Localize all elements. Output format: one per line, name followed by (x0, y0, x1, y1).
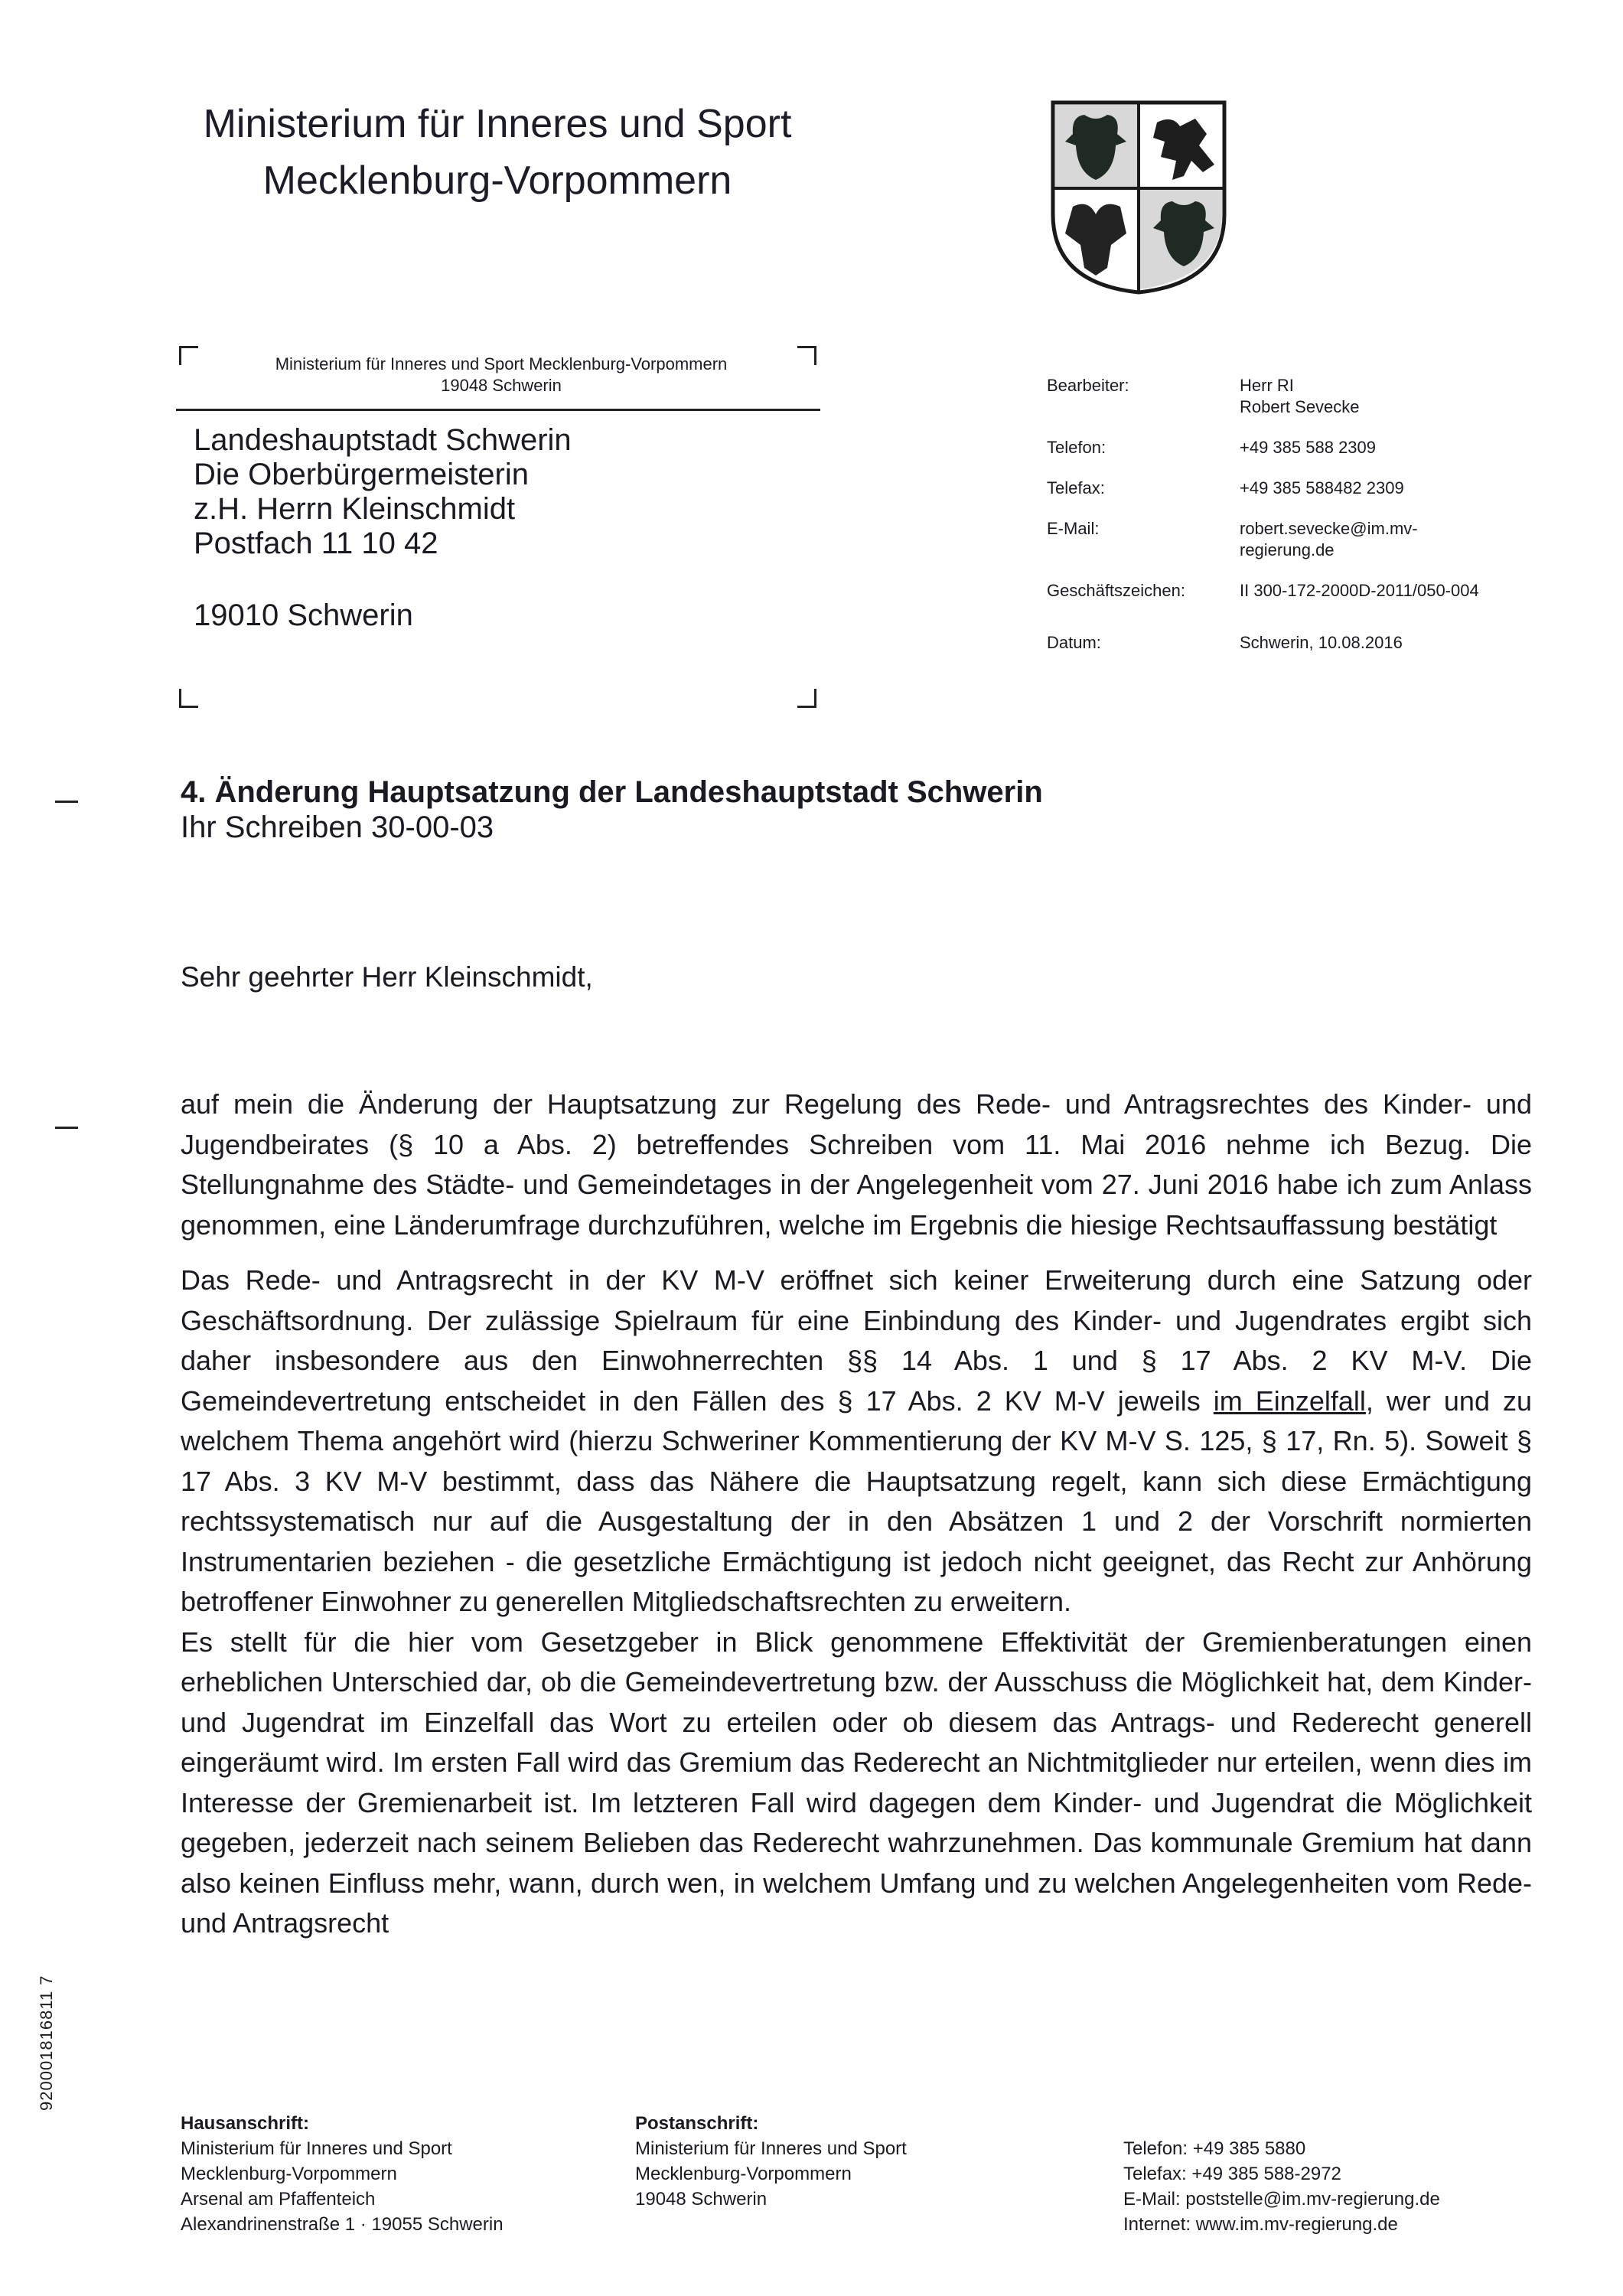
body-paragraph-2-text: Das Rede- und Antragsrecht in der KV M-V eröffnet sich keiner Erweiterung durch eine Satzung oder Geschäftsordnung. Der zulässige Spielraum für eine Einbindung des Kinder- und Jugendrates ergibt sich daher insbesondere aus den Einwohnerrechten §§ 14 Abs. 1 und § 17 Abs. 2 KV M-V. Die Gemeindevertretung entscheidet in den Fällen des § 17 Abs. 2 KV M-V jeweils (181, 1264, 1532, 1417)
email-value-line1[interactable]: robert.sevecke@im.mv- (1240, 519, 1418, 538)
ministry-title-line2: Mecklenburg-Vorpommern (262, 158, 732, 203)
info-row-datum (1047, 632, 1561, 654)
geschaeftszeichen-label: Geschäftszeichen: (1047, 581, 1185, 600)
sender-line2: 19048 Schwerin (441, 376, 562, 395)
sender-line1: Ministerium für Inneres und Sport Mecklenburg-Vorpommern (275, 354, 728, 373)
fold-mark (55, 801, 78, 803)
hausanschrift-heading: Hausanschrift: (181, 2113, 310, 2134)
recipient-line: Postfach 11 10 42 (194, 527, 438, 560)
bearbeiter-label: Bearbeiter: (1047, 376, 1129, 395)
salutation: Sehr geehrter Herr Kleinschmidt, (181, 961, 593, 993)
document-id-vertical (32, 1913, 63, 2112)
datum-label: Datum: (1047, 633, 1101, 652)
sender-return-address (184, 354, 819, 396)
info-row-email (1047, 518, 1561, 561)
datum-value: Schwerin, 10.08.2016 (1240, 633, 1403, 652)
ministry-title (176, 96, 819, 209)
footer-telefon: Telefon: +49 385 5880 (1123, 2138, 1306, 2159)
info-row-geschaeftszeichen (1047, 580, 1561, 602)
email-label: E-Mail: (1047, 519, 1100, 538)
postanschrift-heading: Postanschrift: (635, 2113, 759, 2134)
recipient-city: 19010 Schwerin (194, 598, 413, 632)
postanschrift-line: Mecklenburg-Vorpommern (635, 2164, 852, 2184)
sender-divider (176, 409, 820, 411)
recipient-line: z.H. Herrn Kleinschmidt (194, 492, 516, 526)
email-value-line2[interactable]: regierung.de (1240, 540, 1335, 559)
footer-telefax: Telefax: +49 385 588-2972 (1123, 2164, 1341, 2184)
footer-postanschrift (635, 2111, 907, 2212)
underlined-phrase: im Einzelfall (1213, 1384, 1366, 1417)
ministry-title-line1: Ministerium für Inneres und Sport (203, 102, 792, 146)
recipient-line: Landeshauptstadt Schwerin (194, 423, 572, 457)
info-block (1047, 375, 1561, 673)
subject-title: 4. Änderung Hauptsatzung der Landeshauptstadt Schwerin (181, 775, 1043, 809)
info-row-bearbeiter (1047, 375, 1561, 418)
hausanschrift-line: Alexandrinenstraße 1 · 19055 Schwerin (181, 2214, 504, 2235)
hausanschrift-line: Ministerium für Inneres und Sport (181, 2138, 452, 2159)
document-id-text: 920001816811 7 (37, 1975, 56, 2111)
postanschrift-line: 19048 Schwerin (635, 2189, 768, 2210)
telefax-label: Telefax: (1047, 478, 1105, 497)
subject-block (181, 775, 1043, 845)
footer-hausanschrift (181, 2111, 504, 2237)
hausanschrift-line: Mecklenburg-Vorpommern (181, 2164, 397, 2184)
body-paragraph-2 (181, 1261, 1532, 1623)
recipient-line: Die Oberbürgermeisterin (194, 458, 529, 491)
footer-contact (1123, 2136, 1440, 2237)
address-window-corner-bottom-left (179, 689, 198, 708)
recipient-address (194, 423, 572, 633)
bearbeiter-value: Herr RI (1240, 376, 1294, 395)
telefon-value: +49 385 588 2309 (1240, 438, 1377, 457)
telefax-value: +49 385 588482 2309 (1240, 478, 1404, 497)
body-paragraph-1: auf mein die Änderung der Hauptsatzung zur Regelung des Rede- und Antragsrechtes des Kinder- und Jugendbeirates (§ 10 a Abs. 2) betreffendes Schreiben vom 11. Mai 2016 nehme ich Bezug. Die Stellungnahme des Städte- und Gemeindetages in der Angelegenheit vom 27. Juni 2016 habe ich zum Anlass genommen, eine Länderumfrage durchzuführen, welche im Ergebnis die hiesige Rechtsauffassung bestätigt (181, 1088, 1532, 1241)
punch-mark (55, 1127, 78, 1129)
postanschrift-line: Ministerium für Inneres und Sport (635, 2138, 907, 2159)
coat-of-arms-icon (1050, 99, 1227, 295)
subject-reference: Ihr Schreiben 30-00-03 (181, 810, 494, 844)
geschaeftszeichen-value: II 300-172-2000D-2011/050-004 (1240, 581, 1479, 600)
hausanschrift-line: Arsenal am Pfaffenteich (181, 2189, 376, 2210)
body-paragraph-2-text-cont: , wer und zu welchem Thema angehört wird (hierzu Schweriner Kommentierung der KV M-V S. 125, § 17, Rn. 5). Soweit § 17 Abs. 3 KV M-V bestimmt, dass das Nähere die Hauptsatzung regelt, kann sich diese Ermächtigung rechtssystematisch nur auf die Ausgestaltung der in den Absätzen 1 und 2 der Vorschrift normierten Instrumentarien beziehen - die gesetzliche Ermächtigung ist jedoch nicht geeignet, das Recht zur Anhörung betroffener Einwohner zu generellen Mitgliedschaftsrechten zu erweitern. (181, 1384, 1532, 1617)
footer-internet[interactable]: Internet: www.im.mv-regierung.de (1123, 2214, 1398, 2235)
info-row-telefon (1047, 437, 1561, 458)
bearbeiter-name: Robert Sevecke (1240, 397, 1360, 416)
info-row-telefax (1047, 478, 1561, 499)
letter-body (181, 1084, 1532, 1944)
telefon-label: Telefon: (1047, 438, 1106, 457)
footer-email[interactable]: E-Mail: poststelle@im.mv-regierung.de (1123, 2189, 1440, 2210)
address-window-corner-bottom-right (797, 689, 816, 708)
body-paragraph-3: Es stellt für die hier vom Gesetzgeber in Blick genommene Effektivität der Gremienberatungen einen erheblichen Unterschied dar, ob die Gemeindevertretung bzw. der Ausschuss die Möglichkeit hat, dem Kinder- und Jugendrat im Einzelfall das Wort zu erteilen oder ob diesem das Antrags- und Rederecht generell eingeräumt wird. Im ersten Fall wird das Gremium das Rederecht an Nichtmitglieder nur erteilen, wenn dies im Interesse der Gremienarbeit ist. Im letzteren Fall wird dagegen dem Kinder- und Jugendrat die Möglichkeit gegeben, jederzeit nach seinem Belieben das Rederecht wahrzunehmen. Das kommunale Gremium hat dann also keinen Einfluss mehr, wann, durch wen, in welchem Umfang und zu welchen Angelegenheiten vom Rede- und Antragsrecht (181, 1626, 1532, 1939)
